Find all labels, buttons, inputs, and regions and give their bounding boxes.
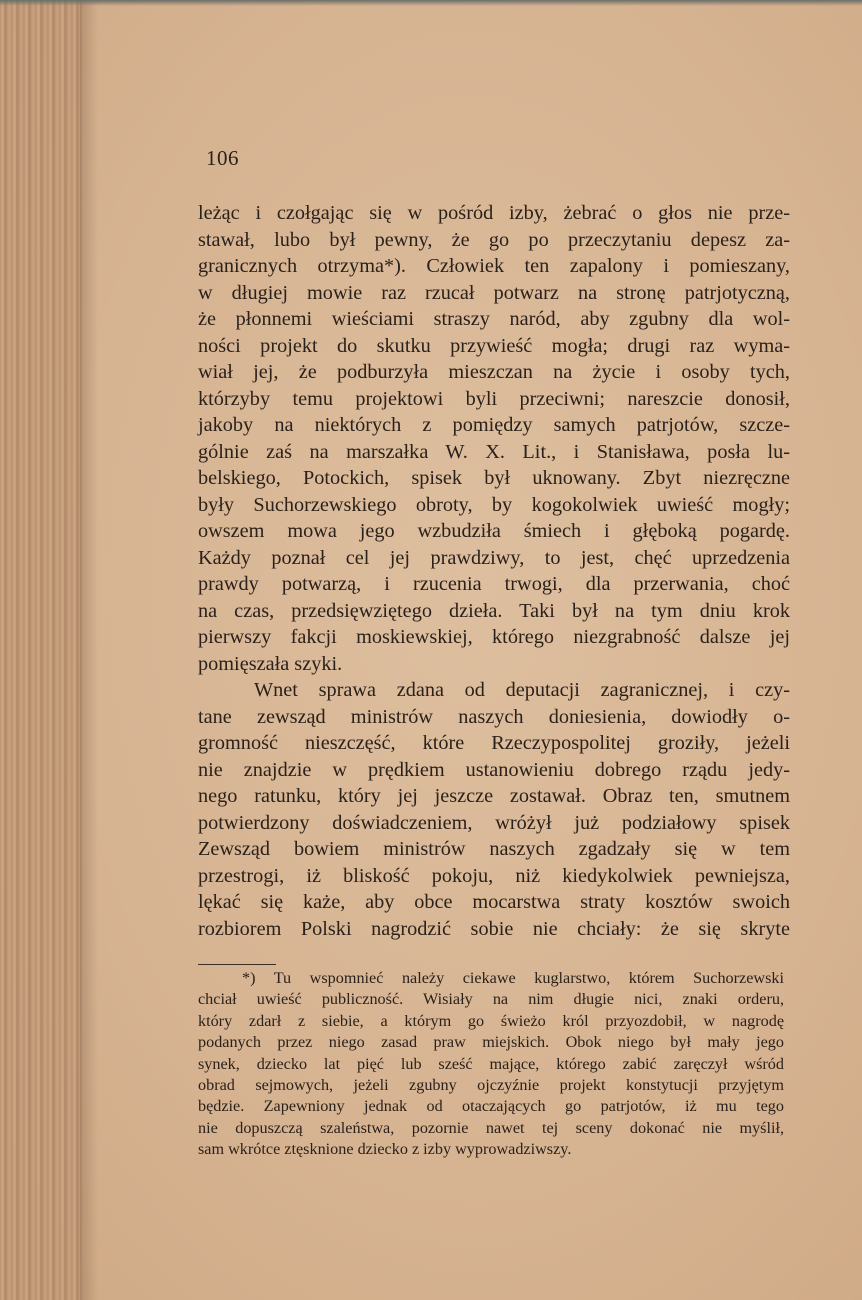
body-line: Wnet sprawa zdana od deputacji zagranicznej, i czy- <box>254 679 790 701</box>
page-edge-stack <box>0 0 82 1300</box>
body-line: nego ratunku, który jej jeszcze zostawał. Obraz ten, smutnem <box>198 785 790 807</box>
page-number: 106 <box>206 146 239 170</box>
body-line: na czas, przedsięwziętego dzieła. Taki był na tym dniu krok <box>198 599 790 622</box>
body-line: wiał jej, że podburzyła mieszczan na życie i osoby tych, <box>198 361 790 383</box>
body-line: jakoby na niektórych z pomiędzy samych patrjotów, szcze- <box>198 414 790 436</box>
body-line: nie znajdzie w prędkiem ustanowieniu dobrego rządu jedy- <box>198 758 790 781</box>
body-line: Każdy poznał cel jej prawdziwy, to jest, chęć uprzedzenia <box>198 546 790 569</box>
body-line: lękać się każe, aby obce mocarstwa straty kosztów swoich <box>198 891 790 913</box>
body-line: w długiej mowie raz rzucał potwarz na stronę patrjotyczną, <box>198 281 790 304</box>
body-line: granicznych otrzyma*). Człowiek ten zapalony i pomieszany, <box>198 255 790 277</box>
body-line: przestrogi, iż bliskość pokoju, niż kiedykolwiek pewniejsza, <box>198 864 790 887</box>
footnote <box>198 968 784 1161</box>
body-line: gólnie zaś na marszałka W. X. Lit., i Stanisława, posła lu- <box>198 440 790 463</box>
body-line: prawdy potwarzą, i rzucenia trwogi, dla przerwania, choć <box>198 573 790 595</box>
body-line: pierwszy fakcji moskiewskiej, którego niezgrabność dalsze jej <box>198 626 790 648</box>
footnote-line: podanych przez niego zasad praw miejskich. Obok niego był mały jego <box>198 1033 784 1052</box>
body-line: stawał, lubo był pewny, że go po przeczytaniu depesz za- <box>198 228 790 251</box>
footnote-line: *) Tu wspomnieć należy ciekawe kuglarstwo, którem Suchorzewski <box>242 969 784 987</box>
footnote-line: obrad sejmowych, jeżeli zgubny ojczyźnie projekt konstytucji przyjętym <box>198 1076 784 1095</box>
footnote-line: synek, dziecko lat pięć lub sześć mające, którego zabić zaręczył wśród <box>198 1054 784 1073</box>
footnote-line: który zdarł z siebie, a którym go świeżo król przyozdobił, w nagrodę <box>198 1011 784 1030</box>
body-text <box>198 200 790 942</box>
footnote-line: sam wkrótce ztęsknione dziecko z izby wyprowadziwszy. <box>198 1140 572 1159</box>
body-line: były Suchorzewskiego obroty, by kogokolwiek uwieść mogły; <box>198 493 790 516</box>
footnote-line: chciał uwieść publiczność. Wisiały na nim długie nici, znaki orderu, <box>198 990 784 1009</box>
body-line: leżąc i czołgając się w pośród izby, żebrać o głos nie prze- <box>198 202 790 224</box>
top-edge <box>0 0 862 6</box>
body-line: belskiego, Potockich, spisek był uknowany. Zbyt niezręczne <box>198 467 790 489</box>
footnote-rule <box>198 964 276 965</box>
footnote-line: nie dopuszczą szaleństwa, pozornie nawet tej sceny dokonać nie myślił, <box>198 1118 784 1137</box>
body-line: gromność nieszczęść, które Rzeczypospolitej groziły, jeżeli <box>198 732 790 754</box>
body-line: potwierdzony doświadczeniem, wróżył już podziałowy spisek <box>198 811 790 834</box>
body-line: owszem mowa jego wzbudziła śmiech i głęboką pogardę. <box>198 520 790 542</box>
gutter-shadow <box>80 0 98 1300</box>
body-line: Zewsząd bowiem ministrów naszych zgadzały się w tem <box>198 838 790 860</box>
body-line: pomięszała szyki. <box>198 652 343 675</box>
body-line: rozbiorem Polski nagrodzić sobie nie chciały: że się skryte <box>198 917 790 940</box>
body-line: ności projekt do skutku przywieść mogła; drugi raz wyma- <box>198 334 790 357</box>
body-line: którzyby temu projektowi byli przeciwni; nareszcie donosił, <box>198 387 790 410</box>
body-line: tane zewsząd ministrów naszych doniesienia, dowiodły o- <box>198 705 790 728</box>
footnote-line: będzie. Zapewniony jednak od otaczających go patrjotów, iż mu tego <box>198 1097 784 1116</box>
body-line: że płonnemi wieściami straszy naród, aby zgubny dla wol- <box>198 308 790 330</box>
